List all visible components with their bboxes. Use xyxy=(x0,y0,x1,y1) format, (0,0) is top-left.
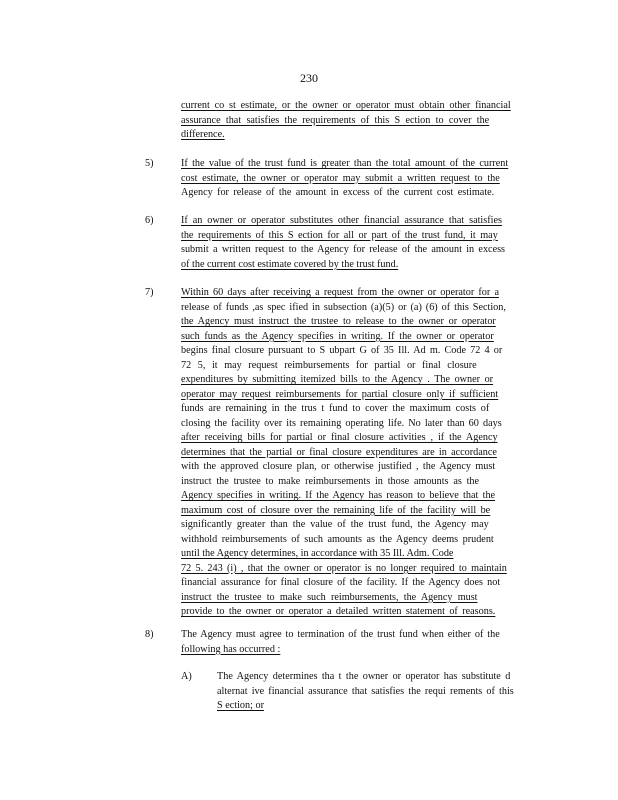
item-number-8: 8) xyxy=(145,629,154,640)
text-line: assurance that satisfies the requirements of this S ection to cover the xyxy=(181,114,490,126)
paragraph-7 xyxy=(181,286,533,620)
text-line: the Agency must instruct the trustee to release to the owner or operator xyxy=(181,316,496,327)
subparagraph-a xyxy=(217,670,538,714)
text-line: begins final closure pursuant to S ubpart G of 35 Ill. Ad m. Code 72 4 or xyxy=(181,345,503,356)
text-line: until the Agency determines, in accordance with 35 Ill. Adm. Code xyxy=(181,548,454,559)
text-line: Agency specifies in writing. If the Agency has reason to believe that the xyxy=(181,490,496,501)
text-line: If the value of the trust fund is greater than the total amount of the current xyxy=(181,158,509,169)
paragraph-5 xyxy=(181,157,533,201)
text-line: current co st estimate, or the owner or operator must obtain other financial xyxy=(181,100,511,111)
text-line: operator may request reimbursements for partial closure only if sufficient xyxy=(181,388,499,400)
text-line: following has occurred : xyxy=(181,643,281,655)
item-number-6: 6) xyxy=(145,215,154,226)
text-line: The Agency determines tha t the owner or operator has substitute d xyxy=(217,671,511,682)
page-number: 230 xyxy=(300,71,318,85)
text-line: after receiving bills for partial or final closure activities , if the Agency xyxy=(181,432,498,443)
text-line: instruct the trustee to make reimbursements in those amounts as the xyxy=(181,475,480,487)
text-line: with the approved closure plan, or otherwise justified , the Agency must xyxy=(181,461,496,472)
text-line: Within 60 days after receiving a request from the owner or operator for a xyxy=(181,287,499,298)
text-line: the requirements of this S ection for all or part of the trust fund, it may xyxy=(181,229,498,241)
continuation-paragraph xyxy=(181,99,533,143)
text-line: The Agency must agree to termination of the trust fund when either of the xyxy=(181,629,500,640)
text-line: instruct the trustee to make such reimbursements, the Agency must xyxy=(181,591,478,603)
text-line: alternat ive financial assurance that satisfies the requi rements of this xyxy=(217,685,514,697)
text-line: Agency for release of the amount in excess of the current cost estimate. xyxy=(181,187,495,198)
item-number-7: 7) xyxy=(145,287,154,298)
text-line: significantly greater than the value of the trust fund, the Agency may xyxy=(181,519,489,530)
text-line: maximum cost of closure over the remaining life of the facility will be xyxy=(181,504,491,516)
text-line: provide to the owner or operator a detailed written statement of reasons. xyxy=(181,606,496,617)
text-line: 72 5. 243 (i) , that the owner or operator is no longer required to maintain xyxy=(181,562,507,574)
item-number-5: 5) xyxy=(145,158,154,169)
text-line: funds are remaining in the trus t fund to cover the maximum costs of xyxy=(181,403,490,414)
paragraph-8 xyxy=(181,628,533,657)
text-line: of the current cost estimate covered by the trust fund. xyxy=(181,258,399,270)
text-line: If an owner or operator substitutes other financial assurance that satisfies xyxy=(181,215,502,226)
text-line: such funds as the Agency specifies in writing. If the owner or operator xyxy=(181,330,494,342)
text-line: expenditures by submitting itemized bills to the Agency . The owner or xyxy=(181,374,494,385)
text-line: closing the facility over its remaining operating life. No later than 60 days xyxy=(181,417,502,429)
text-line: 72 5, it may request reimbursements for partial or final closure xyxy=(181,359,477,371)
text-line: cost estimate, the owner or operator may submit a written request to the xyxy=(181,172,500,184)
text-line: determines that the partial or final closure expenditures are in accordance xyxy=(181,446,497,458)
text-line: submit a written request to the Agency for release of the amount in excess xyxy=(181,244,506,255)
text-line: withhold reimbursements of such amounts as the Agency deems prudent xyxy=(181,533,494,545)
text-line: difference. xyxy=(181,129,225,140)
text-line: S ection; or xyxy=(217,700,264,711)
text-line: financial assurance for final closure of the facility. If the Agency does not xyxy=(181,577,501,588)
paragraph-6 xyxy=(181,214,533,272)
text-line: release of funds ,as spec ified in subsection (a)(5) or (a) (6) of this Section, xyxy=(181,301,506,313)
subitem-letter-a: A) xyxy=(181,671,192,682)
